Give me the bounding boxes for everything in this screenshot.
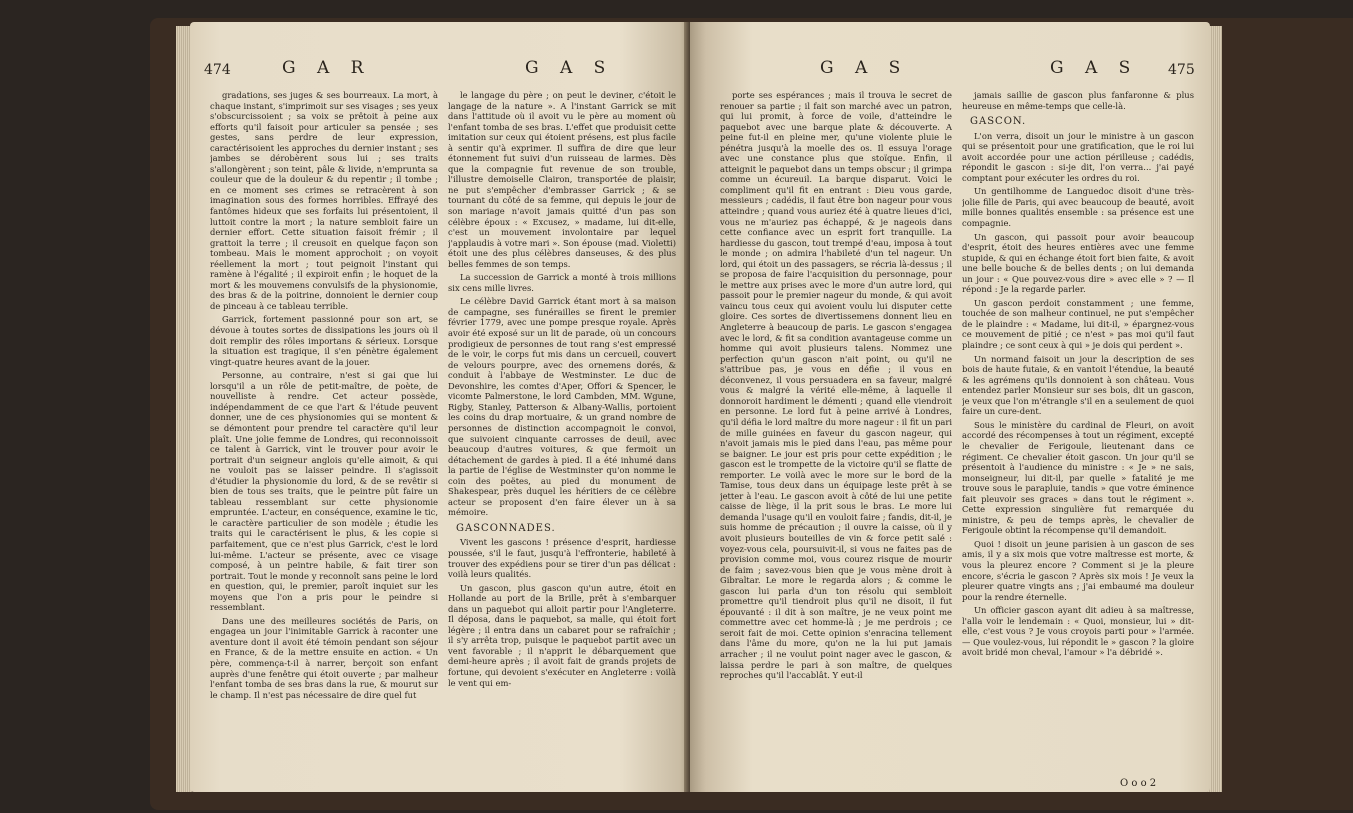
paragraph: Dans une des meilleures sociétés de Paris, on engagea un jour l'inimitable Garrick à raconter une aventure dont il avoit été témoin pendant son séjour en France, & de la mettre ensuite en action. « Un père, commença-t-il à narrer, berçoit son enfant auprès d'une fenêtre qui étoit ouverte ; par malheur l'enfant tomba de ses bras dans la rue, & mourut sur le champ. Il n'est pas nécessaire de dire quel fut bbox=[210, 615, 438, 700]
paragraph: Garrick, fortement passionné pour son art, se dévoue à toutes sortes de dissipations les jours où il doit remplir des rôles importans & sérieux. Lorsque la situation est tragique, il s'en pénètre également vingt-quatre heures avant de la jouer. bbox=[210, 314, 438, 367]
paragraph: Un gentilhomme de Languedoc disoit d'une très-jolie fille de Paris, qui avec beaucoup de beauté, avoit mille bonnes qualités ensemble : sa présence est une compagnie. bbox=[962, 186, 1194, 229]
signature-mark: O o o 2 bbox=[1120, 778, 1157, 789]
right-column-2 bbox=[962, 90, 1194, 778]
paragraph: porte ses espérances ; mais il trouva le secret de renouer sa partie ; il fait son marché avec un patron, qui lui promit, à force de voile, d'atteindre le paquebot avec une barque plate & découverte. A peine fut-il en pleine mer, qu'une violente pluie le pénétra jusqu'à la moelle des os. Il essuya l'orage avec une constance plus que stoïque. Enfin, il atteignit le paquebot dans un temps obscur ; il grimpa comme un écureuil. La barque disparut. Voici le compliment qu'il fit en entrant : Dieu vous garde, messieurs ; cadédis, il faut être bon nageur pour vous atteindre ; quand vous auriez été à quatre lieues d'ici, vous ne m'auriez pas échappé, & je nageois dans cette confiance avec un esprit fort tranquille. La hardiesse du gascon, tout trempé d'eau, imposa à tout le monde ; on admira l'habileté d'un tel nageur. Un lord, qui étoit un des passagers, se récria là-dessus ; il se proposa de faire l'acquisition du personnage, pour le mettre aux prises avec le more d'un autre lord, qui passoit pour le premier nageur du monde, & qui avoit vaincu tous ceux qui avoient voulu lui disputer cette gloire. Ces sortes de divertissemens donnent lieu en Angleterre à beaucoup de paris. Le gascon s'engagea avec le lord, & fit sa condition avantageuse comme un homme qui avoit plusieurs talens. Nommez une perfection qu'un gascon n'ait point, ou qu'il ne s'attribue pas, je vous en défie ; il vous en déconvenez, il vous persuadera en sa faveur, malgré vous & malgré la vérité elle-même, à laquelle il donnoroit hardiment le démenti ; quand elle viendroit en personne. Le lord fut à peine arrivé à Londres, qu'il défia le lord maître du more nageur : il fit un pari de mille guinées en faveur du gascon nageur, qui n'avoit jamais mis le pied dans l'eau, pas même pour se baigner. Le jour est pris pour cette expédition ; le gascon est le trompette de la victoire qu'il se flatte de remporter. Le voilà avec le more sur le bord de la Tamise, tous deux dans un équipage leste prêt à se jetter à l'eau. Le gascon avoit à côté de lui une petite caisse de liège, il la prit sous le bras. Le more lui demanda l'usage qu'il en vouloit faire ; fandis, dit-il, je suis homme de précaution ; il ouvre la caisse, où il y avoit plusieurs bouteilles de vin & force petit salé : voyez-vous cela, poursuivit-il, si vous ne faites pas de provision comme moi, vous courez risque de mourir de faim ; savez-vous bien que je vous mène droit à Gibraltar. Le more le regarda alors ; & comme le gascon lui parla d'un ton résolu qui sembloit promettre qu'il tiendroit plus qu'il ne disoit, il fut épouvanté : il dit à son maître, je ne veux point me commettre avec cet homme-là ; je me perdrois ; ce seroit fait de moi. Cette opinion s'enracina tellement dans l'âme du more, qu'on ne la lui put jamais arracher ; il ne voulut point nager avec le gascon, & laissa perdre le pari à son maître, de quelques reproches qu'il l'accablât. Y eut-il bbox=[720, 90, 952, 681]
left-page bbox=[190, 22, 690, 792]
paragraph: Personne, au contraire, n'est si gai que lui lorsqu'il a un rôle de petit-maître, de poète, de nouvelliste à rendre. Cet acteur possède, indépendamment de ce que l'art & l'étude peuvent donner, une de ces physionomies qui se montent & se démontent pour prendre tel caractère qu'il leur plaît. Une jolie femme de Londres, qui reconnoissoit ce talent à Garrick, vint le trouver pour avoir le portrait d'un seigneur anglois qu'elle aimoit, & qui ne vouloit pas se laisser peindre. Il s'agissoit d'étudier la physionomie du lord, & de se revêtir si bien de tous ses traits, que le peintre pût faire un tableau ressemblant sur cette physionomie empruntée. L'acteur, en conséquence, examine le tic, le caractère particulier de son modèle ; étudie les traits qui le caractérisent le plus, & les copie si parfaitement, que ce n'est plus Garrick, c'est le lord lui-même. L'acteur se présente, avec ce visage composé, à un peintre habile, & fait tirer son portrait. Tout le monde y reconnoît sans peine le lord en question, qui, le premier, paroît inquiet sur les moyens que l'on a pris pour le peindre si ressemblant. bbox=[210, 370, 438, 613]
paragraph: Quoi ! disoit un jeune parisien à un gascon de ses amis, il y a six mois que votre maîtresse est morte, & vous la pleurez encore ? Comment si je la pleure encore, s'écria le gascon ? Après six mois ! Je veux la pleurer quatre vingts ans ; j'ai embaumé ma douleur pour la rendre éternelle. bbox=[962, 538, 1194, 602]
paragraph: Un gascon, plus gascon qu'un autre, étoit en Hollande au port de la Brille, prêt à s'embarquer dans un paquebot qui alloit partir pour l'Angleterre. Il déposa, dans le paquebot, sa malle, qui étoit fort légère ; il entra dans un cabaret pour se rafraîchir ; il s'y arrêta trop, puisque le paquebot partit avec un vent favorable ; il n'apprit le débarquement que demi-heure après ; il avoit fait de grands projets de fortune, qui devoient s'exécuter en Angleterre : voilà le vent qui em- bbox=[448, 582, 676, 688]
paragraph: le langage du père ; on peut le deviner, c'étoit le langage de la nature ». A l'instant Garrick se mit dans l'attitude où il avoit vu le père au moment où l'enfant tomba de ses bras. L'effet que produisit cette imitation sur ceux qui étoient présens, est plus facile à sentir qu'à exprimer. Il suffira de dire que leur étonnement fut suivi d'un ruisseau de larmes. Dès que la compagnie fut revenue de son trouble, l'illustre demoiselle Clairon, transportée de plaisir, ne put s'empêcher d'embrasser Garrick ; & se tournant du côté de sa femme, qui depuis le jour de son mariage n'avoit jamais quitté d'un pas son célèbre époux : « Excusez, » madame, lui dit-elle, c'est un mouvement involontaire par lequel j'applaudis à votre mari ». Son épouse (mad. Violetti) étoit une des plus célèbres danseuses, & des plus belles femmes de son temps. bbox=[448, 90, 676, 269]
paragraph: jamais saillie de gascon plus fanfaronne & plus heureuse en même-temps que celle-là. bbox=[962, 90, 1194, 111]
left-column-1 bbox=[210, 90, 438, 790]
paragraph: La succession de Garrick a monté à trois millions six cens mille livres. bbox=[448, 272, 676, 293]
left-column-2 bbox=[448, 90, 676, 790]
paragraph: Le célèbre David Garrick étant mort à sa maison de campagne, ses funérailles se firent le premier février 1779, avec une pompe presque royale. Après avoir été exposé sur un lit de parade, où un concours prodigieux de personnes de tout rang s'est empressé de le voir, le corps fut mis dans un cercueil, couvert de velours pourpre, avec des ornemens dorés, & conduit à l'abbaye de Westminster. Le duc de Devonshire, les comtes d'Aper, Offori & Spencer, le vicomte Palmerstone, le lord Cambden, MM. Wgune, Rigby, Stanley, Patterson & Albany-Wallis, portoient les coins du drap mortuaire, & un grand nombre de personnes de distinction accompagnoit le convoi, que suivoient cinquante carrosses de deuil, avec beaucoup d'autres voitures, & que fermoit un détachement de gardes à pied. Il a été inhumé dans la partie de l'église de Westminster qu'on nomme le coin des poëtes, au pied du monument de Shakespear, près duquel les héritiers de ce célèbre acteur se proposent d'en faire élever un à sa mémoire. bbox=[448, 296, 676, 518]
right-page bbox=[690, 22, 1210, 792]
right-header-left: G A S bbox=[820, 58, 909, 78]
paragraph: Vivent les gascons ! présence d'esprit, hardiesse poussée, s'il le faut, jusqu'à l'effronterie, habileté à trouver des expédiens pour se tirer d'un pas délicat : voilà leurs qualités. bbox=[448, 537, 676, 580]
right-column-1 bbox=[720, 90, 952, 790]
paragraph: Un gascon perdoit constamment ; une femme, touchée de son malheur continuel, ne put s'empêcher de le plaindre : « Madame, lui dit-il, » épargnez-vous ce mouvement de pitié ; ce n'est » pas moi qu'il faut plaindre ; ce sont ceux à qui » je dois qui perdent ». bbox=[962, 297, 1194, 351]
left-header-left: G A R bbox=[282, 58, 372, 78]
right-header-right: G A S bbox=[1050, 58, 1139, 78]
paragraph: L'on verra, disoit un jour le ministre à un gascon qui se présentoit pour une gratification, que le roi lui avoit accordée pour une action périlleuse ; cadédis, répondit le gascon : si-je dit, l'on verra... j'ai payé comptant pour exécuter les ordres du roi. bbox=[962, 130, 1194, 183]
section-heading: GASCONNADES. bbox=[456, 522, 556, 534]
paragraph: Un officier gascon ayant dit adieu à sa maîtresse, l'alla voir le lendemain : « Quoi, monsieur, lui » dit-elle, c'est vous ? Je vous croyois parti pour » l'armée. — Que voulez-vous, lui répondit le » gascon ? la gloire avoit bridé mon cheval, l'amour » l'a débridé ». bbox=[962, 605, 1194, 658]
paragraph: gradations, ses juges & ses bourreaux. La mort, à chaque instant, s'imprimoit sur ses visages ; ses yeux s'obscurcissoient ; sa voix se prêtoit à peine aux efforts qu'il faisoit pour articuler sa pensée ; ses gestes, sans perdre de leur expression, caractérisoient les approches du dernier instant ; ses jambes se dérobèrent sous lui ; ses traits s'allongèrent ; son teint, pâle & livide, n'emprunta sa couleur que de la douleur & du repentir ; il tombe ; en ce moment ses crimes se retracèrent à son imagination sous des formes horribles. Effrayé des fantômes hideux que ses forfaits lui présentoient, il luttoit contre la mort ; la nature sembloit faire un dernier effort. Cette situation faisoit frémir ; il grattoit la terre ; il creusoit en quelque façon son tombeau. Mais le moment approchoit ; on voyoit réellement la mort ; tout peignoit l'instant qui ramène à l'égalité ; il expiroit enfin ; le hoquet de la mort & les mouvemens convulsifs de la physionomie, des bras & de la poitrine, donnoient le dernier coup de pinceau à ce tableau terrible. bbox=[210, 90, 438, 311]
paragraph: Un gascon, qui passoit pour avoir beaucoup d'esprit, étoit des heures entières avec une femme stupide, & qui en échange étoit fort bien faite, & avoit une belle bouche & de belles dents ; on lui demanda un jour : « Que pouvez-vous dire » avec elle » ? — Il répond : Je la regarde parler. bbox=[962, 231, 1194, 295]
left-header-right: G A S bbox=[525, 58, 614, 78]
section-heading: GASCON. bbox=[970, 116, 1027, 128]
paragraph: Sous le ministère du cardinal de Fleuri, on avoit accordé des récompenses à tout un régiment, excepté le chevalier de Ferigoule, lieutenant dans ce régiment. Ce chevalier étoit gascon. Un jour qu'il se présentoit à l'audience du ministre : « Je » ne sais, monseigneur, lui dit-il, par quelle » fatalité je me trouve sous le parapluie, tandis » que votre éminence fait pleuvoir ses graces » dans tout le régiment ». Cette expression singulière fut remarquée du ministre, & peu de temps après, le chevalier de Ferigoule obtint la récompense qu'il demandoit. bbox=[962, 419, 1194, 536]
left-page-number: 474 bbox=[204, 62, 231, 78]
paragraph: Un normand faisoit un jour la description de ses bois de haute futaie, & en vantoit l'étendue, la beauté & les agrémens qu'ils donnoient à son château. Vous entendez parler Monsieur sur ses bois, dit un gascon, je veux que l'on m'étrangle s'il en a seulement de quoi faire un cure-dent. bbox=[962, 353, 1194, 417]
right-page-number: 475 bbox=[1168, 62, 1195, 78]
